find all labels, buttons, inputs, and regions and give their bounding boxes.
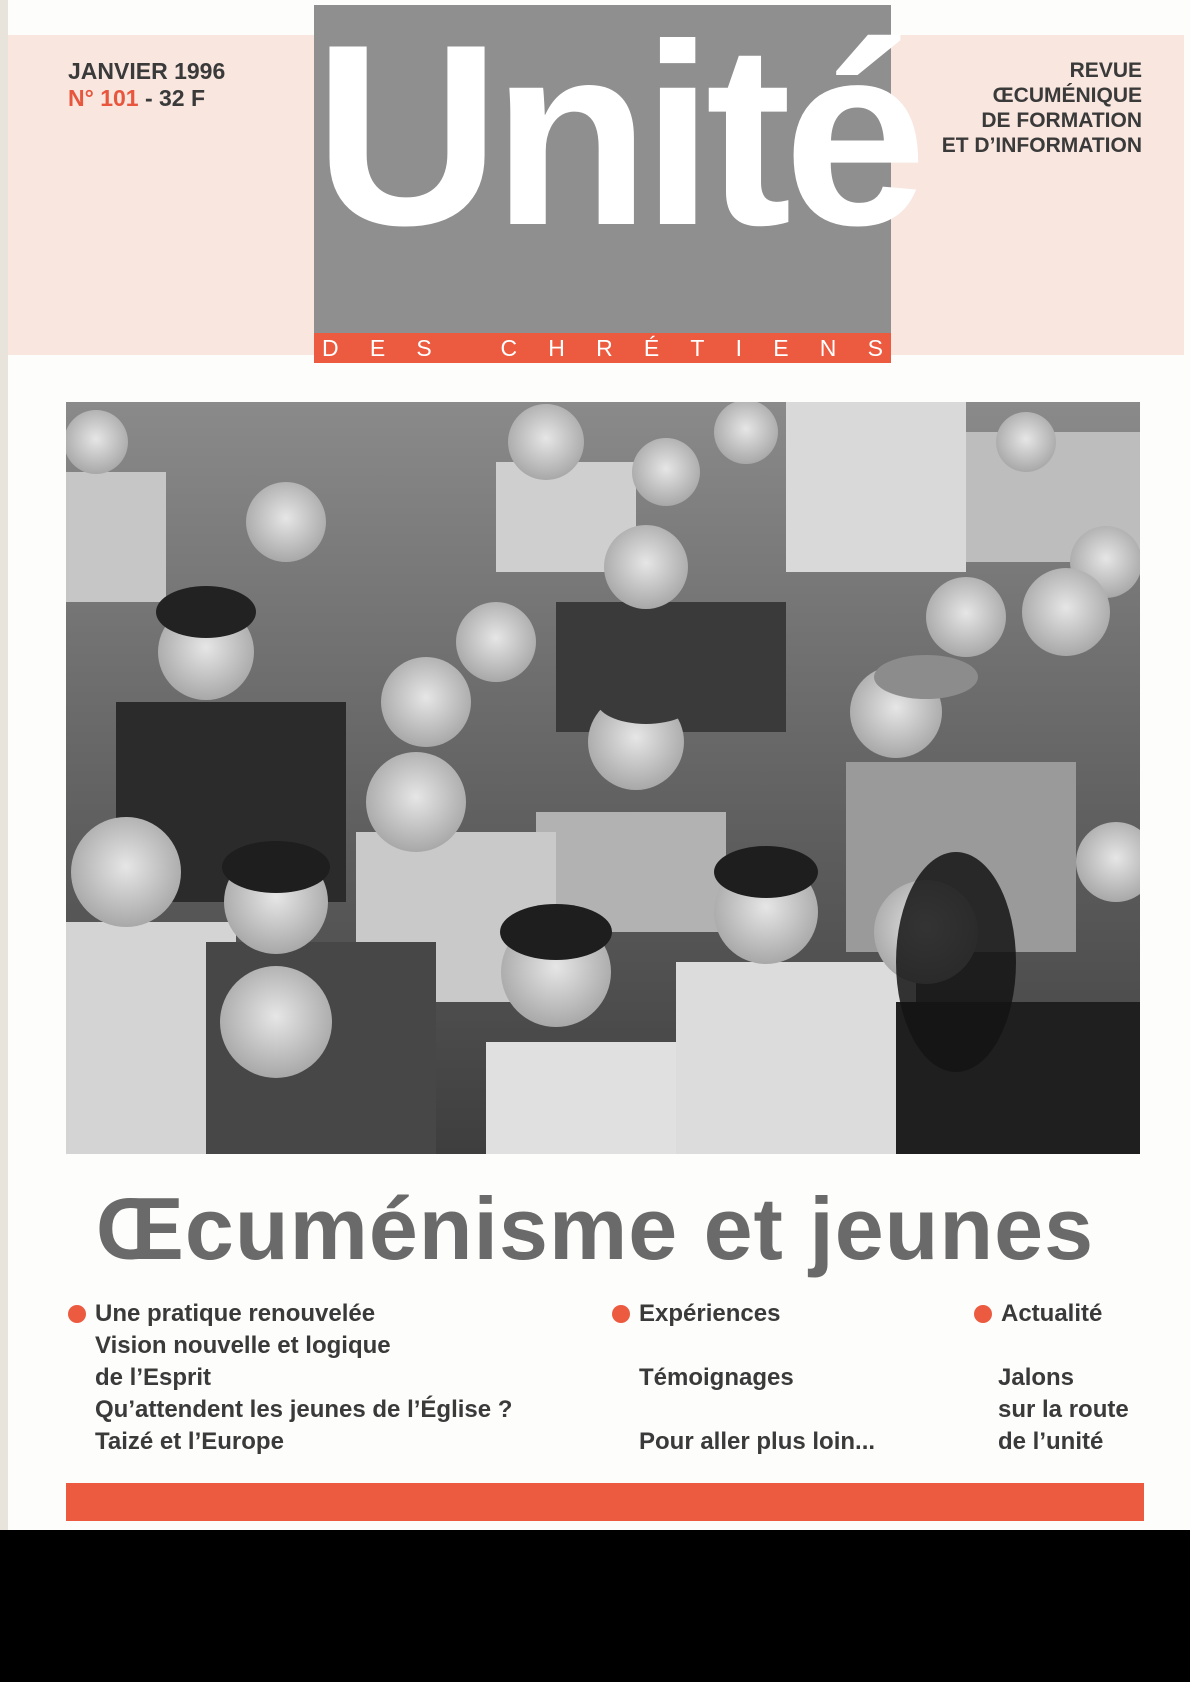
subtitle-letter: S — [867, 334, 883, 361]
bullet-icon — [612, 1305, 630, 1323]
subtitle-letter: D — [322, 334, 339, 361]
topic-heading-text: Une pratique renouvelée — [95, 1300, 376, 1327]
topic-column-2 — [612, 1298, 875, 1458]
subtitle-letter: C — [500, 334, 518, 361]
topic-heading — [612, 1298, 875, 1330]
topic-heading-text: Expériences — [639, 1300, 781, 1327]
masthead — [314, 0, 919, 363]
footer-bar — [66, 1483, 1144, 1521]
crowd-photo — [66, 402, 1140, 1154]
issue-number-price — [68, 85, 225, 112]
subtitle-letter: R — [596, 334, 613, 361]
topic-line: Témoignages — [639, 1364, 794, 1391]
topic-line: Taizé et l’Europe — [95, 1428, 284, 1455]
topic-column-1 — [68, 1298, 512, 1458]
topic-line: Jalons — [998, 1364, 1075, 1391]
topic-column-3 — [974, 1298, 1129, 1458]
issue-info — [68, 58, 225, 112]
bullet-icon — [974, 1305, 992, 1323]
tagline — [942, 58, 1142, 158]
tagline-line: REVUE — [1069, 59, 1142, 82]
topic-line: sur la route — [998, 1396, 1129, 1423]
bullet-icon — [68, 1305, 86, 1323]
subtitle-letter: H — [548, 334, 565, 361]
subtitle-letter: T — [690, 334, 705, 361]
tagline-line: ŒCUMÉNIQUE — [992, 84, 1142, 107]
subtitle-letter: E — [773, 334, 789, 361]
page-edge — [0, 0, 8, 1530]
masthead-title: Unité — [314, 0, 919, 279]
cover-headline: Œcuménisme et jeunes — [95, 1179, 1095, 1278]
issue-price: - 32 F — [138, 85, 206, 111]
issue-number: N° 101 — [68, 85, 139, 111]
topic-heading — [68, 1298, 512, 1330]
tagline-line: DE FORMATION — [981, 109, 1142, 132]
subtitle-letter: É — [643, 334, 660, 361]
subtitle-letter: E — [369, 334, 386, 361]
topic-line: Pour aller plus loin... — [639, 1428, 876, 1455]
topic-line: de l’Esprit — [95, 1364, 212, 1391]
issue-date: JANVIER 1996 — [68, 58, 226, 84]
topic-heading — [974, 1298, 1129, 1330]
tagline-line: ET D’INFORMATION — [941, 134, 1142, 157]
subtitle-letter: N — [819, 334, 837, 361]
subtitle-letter: I — [735, 334, 743, 361]
subtitle-letter: S — [416, 334, 432, 361]
topic-line: Qu’attendent les jeunes de l’Église ? — [95, 1396, 513, 1423]
topic-heading-text: Actualité — [1001, 1300, 1103, 1327]
subtitle-space — [463, 335, 469, 362]
masthead-subtitle — [314, 333, 891, 363]
topic-line: Vision nouvelle et logique — [95, 1332, 391, 1359]
topic-line: de l’unité — [998, 1428, 1104, 1455]
